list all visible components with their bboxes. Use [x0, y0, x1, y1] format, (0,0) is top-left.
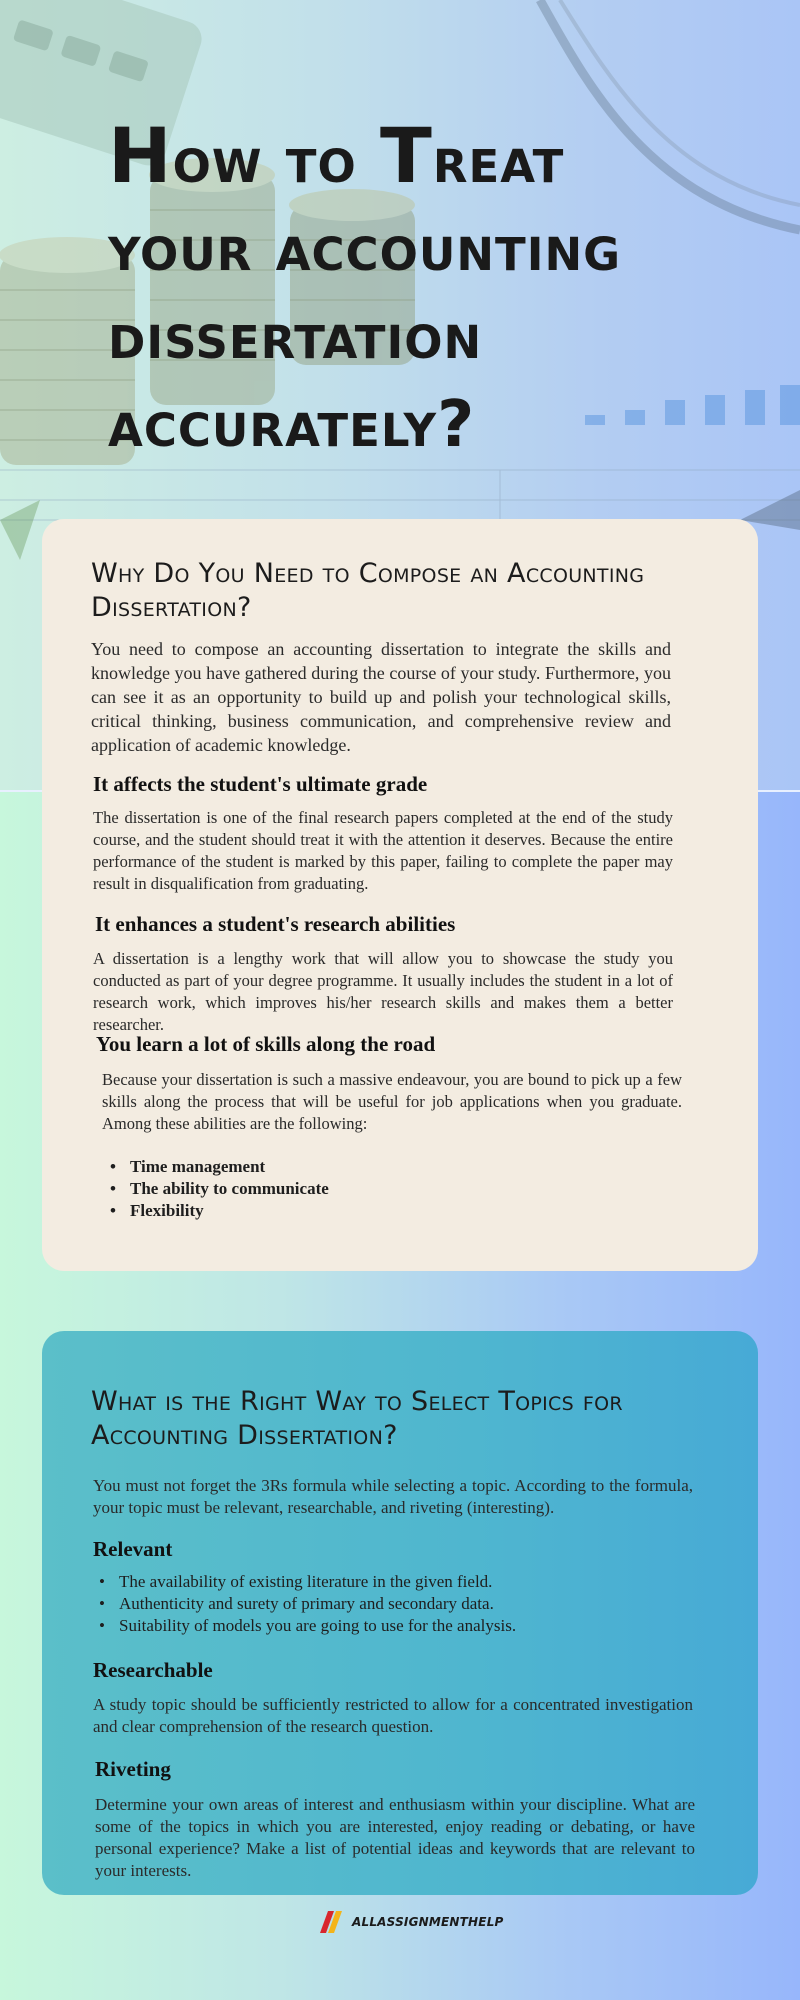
researchable-title: Researchable: [93, 1658, 213, 1682]
list-item: • Authenticity and surety of primary and secondary data.: [91, 1593, 516, 1615]
relevant-list: [91, 1571, 516, 1637]
why-compose-card: [42, 519, 758, 1271]
sub1-title: It affects the student's ultimate grade: [93, 772, 428, 796]
sub2-text: A dissertation is a lengthy work that will allow you to showcase the study you conducted as part of your degree programme. It usually includes the student in a lot of research work, which improves his/her research skills and makes them a better researcher.: [93, 949, 673, 1034]
hero-title: How to Treat your accounting dissertation accurately?: [108, 111, 622, 462]
sub3-title: You learn a lot of skills along the road: [96, 1032, 436, 1056]
list-item: • Time management: [102, 1156, 329, 1178]
footer-logo: [316, 1908, 504, 1936]
sub3-text: Because your dissertation is such a massive endeavour, you are bound to pick up a few skills along the process that will be useful for job applications when you graduate. Among these abilities are the following:: [102, 1070, 682, 1133]
list-item: • The availability of existing literature in the given field.: [91, 1571, 516, 1593]
list-item: • Suitability of models you are going to use for the analysis.: [91, 1615, 516, 1637]
sub2-title: It enhances a student's research abilities: [95, 912, 456, 936]
relevant-title: Relevant: [93, 1537, 173, 1561]
section1-heading: Why Do You Need to Compose an Accounting Dissertation?: [91, 558, 645, 623]
riveting-title: Riveting: [95, 1757, 171, 1781]
skills-list: [102, 1156, 329, 1222]
section2-heading: What is the Right Way to Select Topics for Accounting Dissertation?: [91, 1386, 623, 1451]
select-topics-card: [42, 1331, 758, 1895]
riveting-text: Determine your own areas of interest and enthusiasm within your discipline. What are some of the topics in which you are interested, enjoy reading or debating, or have personal experience? Make a list of potential ideas and keywords that are relevant to your interests.: [95, 1795, 695, 1880]
section2-intro: You must not forget the 3Rs formula while selecting a topic. According to the formula, your topic must be relevant, researchable, and riveting (interesting).: [93, 1476, 693, 1517]
list-item: • Flexibility: [102, 1200, 329, 1222]
logo-text: ALLASSIGNMENTHELP: [352, 1915, 504, 1929]
section1-intro: You need to compose an accounting dissertation to integrate the skills and knowledge you have gathered during the course of your study. Furthermore, you can see it as an opportunity to build up and polish your technological skills, critical thinking, business communication, and comprehensive review and application of academic knowledge.: [91, 639, 671, 755]
list-item: • The ability to communicate: [102, 1178, 329, 1200]
logo-mark-icon: [316, 1909, 348, 1935]
sub1-text: The dissertation is one of the final research papers completed at the end of the study course, and the student should treat it with the attention it deserves. Because the entire performance of the student is marked by this paper, failing to complete the paper may result in disqualification from graduating.: [93, 808, 673, 893]
researchable-text: A study topic should be sufficiently restricted to allow for a concentrated investigation and clear comprehension of the research question.: [93, 1695, 693, 1736]
